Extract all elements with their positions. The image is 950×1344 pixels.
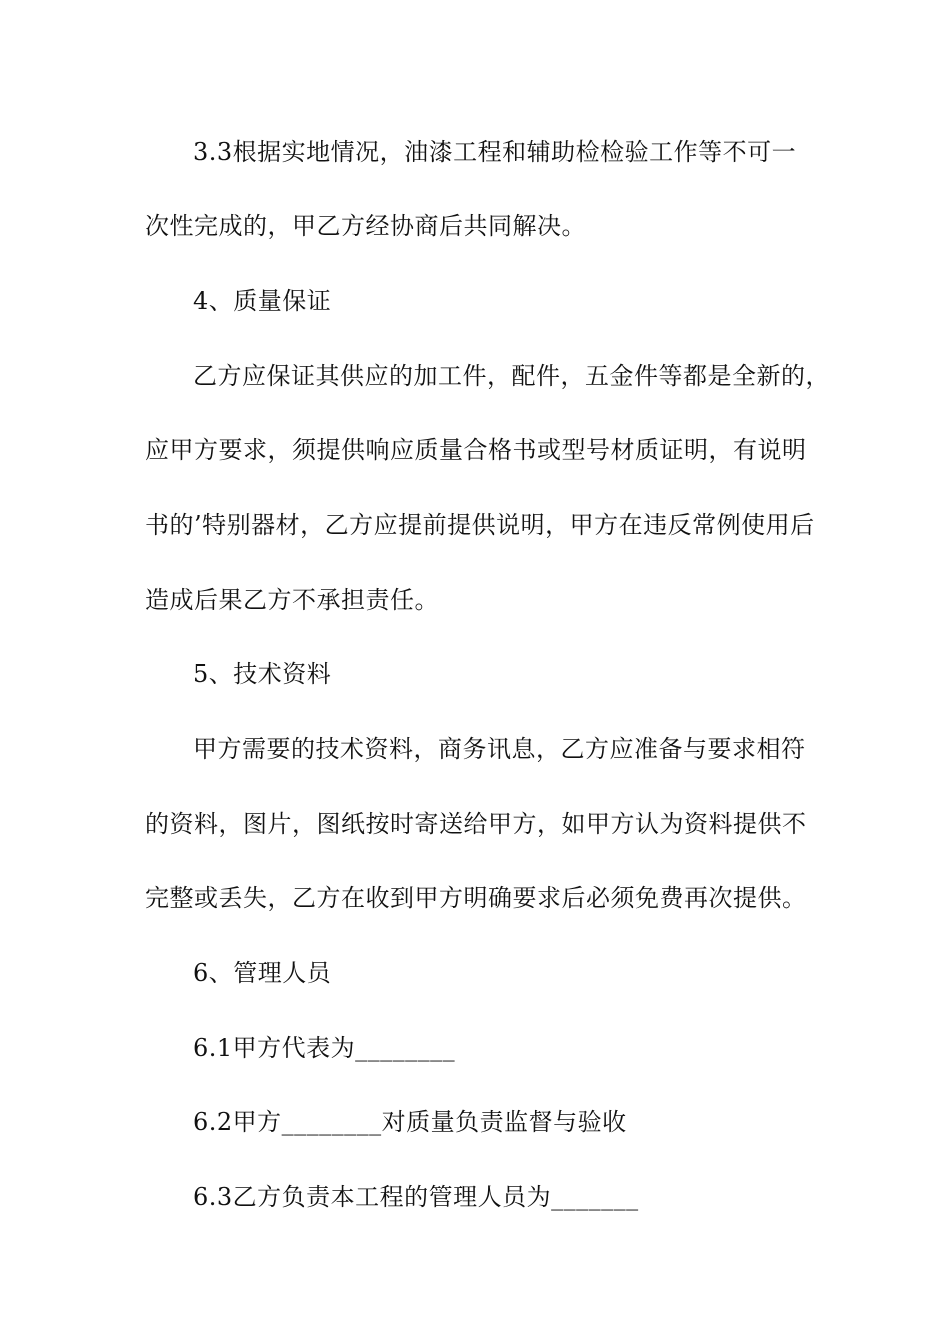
clause-6-1: 6.1甲方代表为________ <box>193 1034 456 1062</box>
section-heading-technical-data: 5、技术资料 <box>193 660 332 688</box>
section-heading-management-staff: 6、管理人员 <box>193 959 332 987</box>
paragraph-technical-line-1: 甲方需要的技术资料，商务讯息，乙方应准备与要求相符 <box>193 735 806 763</box>
clause-6-2: 6.2甲方________对质量负责监督与验收 <box>193 1108 627 1136</box>
paragraph-quality-line-1: 乙方应保证其供应的加工件，配件，五金件等都是全新的， <box>193 362 830 390</box>
paragraph-3-3-line-1: 3.3根据实地情况，油漆工程和辅助检检验工作等不可一 <box>193 138 797 166</box>
paragraph-quality-line-4: 造成后果乙方不承担责任。 <box>145 586 439 614</box>
paragraph-quality-line-2: 应甲方要求，须提供响应质量合格书或型号材质证明，有说明 <box>145 436 807 464</box>
paragraph-technical-line-3: 完整或丢失，乙方在收到甲方明确要求后必须免费再次提供。 <box>145 884 807 912</box>
paragraph-quality-line-3: 书的’特别器材，乙方应提前提供说明，甲方在违反常例使用后 <box>145 511 815 539</box>
paragraph-3-3-line-2: 次性完成的，甲乙方经协商后共同解决。 <box>145 212 586 240</box>
clause-6-3: 6.3乙方负责本工程的管理人员为_______ <box>193 1183 639 1211</box>
section-heading-quality-guarantee: 4、质量保证 <box>193 287 332 315</box>
paragraph-technical-line-2: 的资料，图片，图纸按时寄送给甲方，如甲方认为资料提供不 <box>145 810 807 838</box>
